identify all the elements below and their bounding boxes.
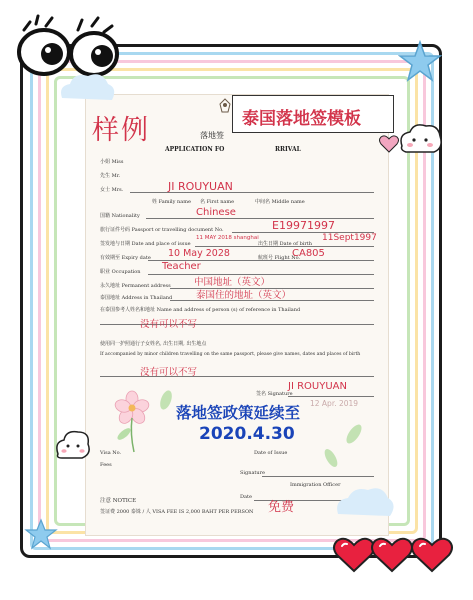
label-reference: 在泰国参考人姓名和地址 Name and address of person (s) of reference in Thailand [100, 307, 301, 313]
label-expiry: 有效期至 Expiry date [100, 255, 151, 261]
filled-signature: JI ROUYUAN [288, 381, 347, 392]
filled-thai-address: 泰国住的地址（英文） [196, 290, 292, 301]
label-children-cn: 使用同一护照通行子女姓名, 出生日期, 出生地点 [100, 341, 207, 347]
label-notice: 注意 NOTICE [100, 498, 137, 504]
policy-date: 2020.4.30 [199, 424, 295, 444]
cloud-face-icon [396, 118, 444, 158]
filled-name: JI ROUYUAN [168, 180, 233, 193]
label-passport: 旅行证件号码 Passport or travelling document No. [100, 227, 224, 233]
filled-issue: 11 MAY 2018 shanghai [196, 235, 259, 241]
form-heading-en: APPLICATION FO [165, 146, 225, 153]
filled-expiry: 10 May 2028 [168, 248, 230, 259]
label-visa-no: Visa No. [100, 450, 122, 456]
officer-signature-line [262, 476, 374, 477]
filled-permanent-address: 中国地址（英文） [194, 277, 271, 288]
label-visa-fee: 签证费 2000 泰铢 / 人 VISA FEE IS 2,000 BAHT PER PERSON [100, 509, 254, 515]
filled-reference: 没有可以不写 [140, 319, 198, 330]
label-date-of-issue: Date of Issue [254, 450, 288, 456]
label-miss: 小姐 Miss [100, 159, 124, 165]
leaf-icon-2 [342, 420, 366, 448]
heart-icon-small [378, 134, 400, 154]
name-line [130, 192, 374, 193]
filled-sign-date: 12 Apr. 2019 [310, 399, 359, 408]
label-signature-2: Signature [240, 470, 266, 476]
filled-occupation: Teacher [162, 261, 201, 272]
label-issue-place: 签发地与日期 Date and place of issue [100, 241, 191, 247]
nationality-line [146, 218, 374, 219]
crest-icon [218, 98, 232, 114]
filled-children: 没有可以不写 [140, 367, 198, 378]
cloud-blob-icon [52, 68, 122, 110]
filled-passport-no: E19971997 [272, 219, 335, 232]
filled-flight: CA805 [292, 248, 325, 259]
label-mr: 先生 Mr. [100, 173, 121, 179]
label-flight: 航班号 Flight No. [258, 255, 301, 261]
policy-text: 落地签政策延续至 [176, 404, 301, 422]
label-family-name: 姓 Family name [152, 199, 191, 205]
visa-form-paper [86, 95, 388, 535]
cloud-face-icon-left [52, 424, 92, 464]
leaf-icon-3 [320, 446, 342, 470]
heart-icon-3 [410, 536, 454, 574]
star-icon [398, 40, 442, 82]
label-children-en: If accompanied by minor children travelling on the same passport, please give names, dates and places of birth [100, 352, 361, 357]
label-thai-address: 泰国地址 Address in Thailand [100, 295, 173, 301]
filled-nationality: Chinese [196, 207, 236, 218]
free-label: 免费 [268, 500, 295, 515]
label-fees: Fees [100, 462, 112, 468]
label-mrs: 女士 Mrs. [100, 187, 124, 193]
label-first-name: 名 First name [200, 199, 235, 205]
label-nationality: 国籍 Nationality [100, 213, 140, 219]
signature-line [288, 396, 374, 397]
cloud-blob-icon-2 [330, 480, 400, 526]
label-middle-name: 中间名 Middle name [255, 199, 305, 205]
form-heading-en-tail: RRIVAL [275, 146, 301, 153]
heart-icon-2 [370, 536, 414, 574]
filled-dob: 11Sept1997 [322, 233, 377, 243]
label-date: Date [240, 494, 252, 500]
label-immigration-officer: Immigration Officer [290, 482, 341, 488]
sample-watermark-label: 样例 [92, 115, 150, 146]
issue-line [195, 246, 374, 247]
leaf-icon [156, 388, 176, 412]
form-heading-cn: 落地签 [200, 131, 224, 140]
label-permanent-address: 永久地址 Permanent address [100, 283, 171, 289]
label-occupation: 职业 Occupation [100, 269, 141, 275]
label-signature: 签名 Signature [256, 391, 293, 397]
template-title: 泰国落地签模板 [242, 109, 361, 129]
star-icon-bottom [24, 518, 58, 550]
label-dob: 出生日期 Date of birth [258, 241, 313, 247]
